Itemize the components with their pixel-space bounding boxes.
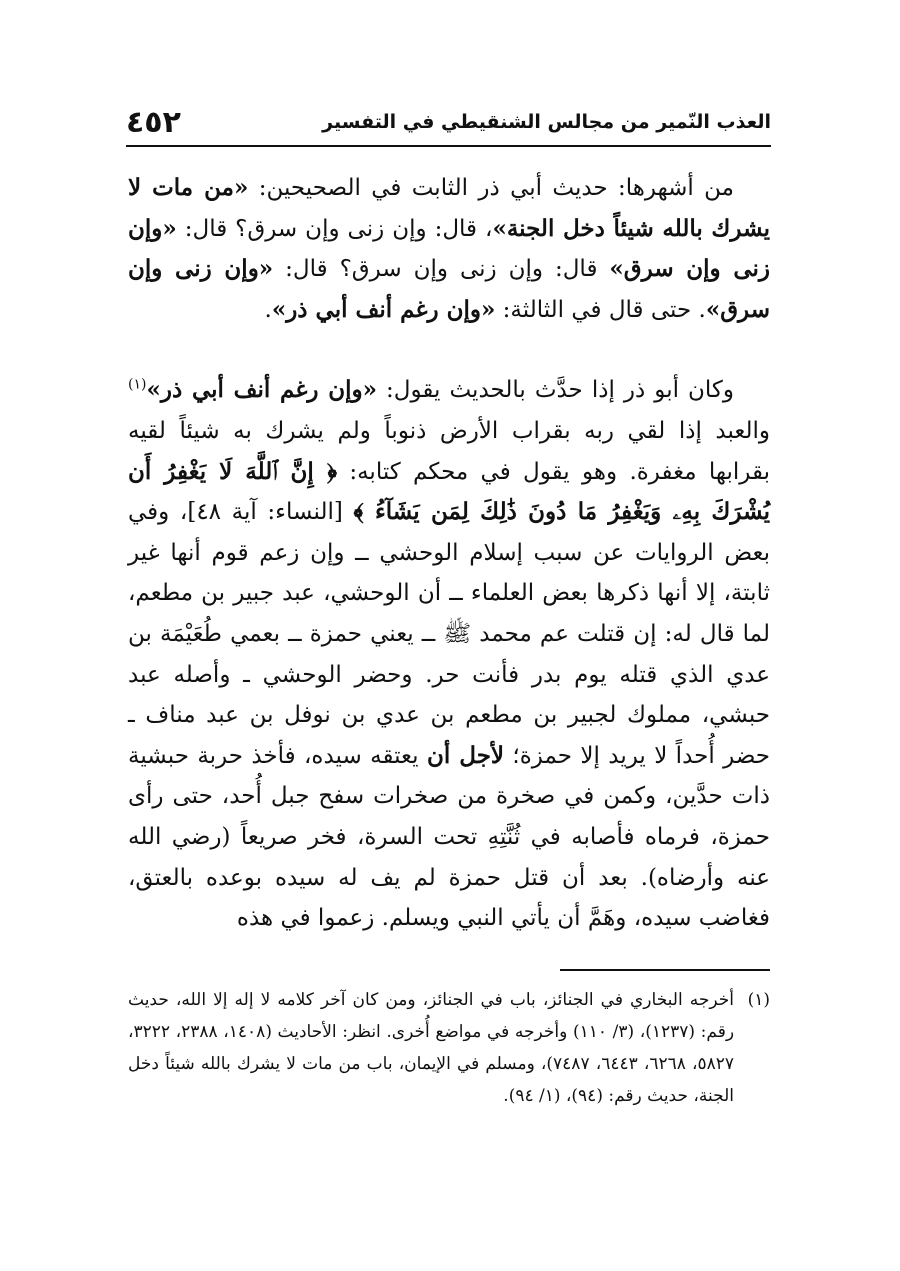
footnote-number: (١) (747, 990, 770, 1010)
text-run: والعبد إذا لقي ربه بقراب الأرض ذنوباً ولم يشرك به شيئاً لقيه بقرابها مغفرة. وهو يقول في محكم كتابه: (128, 417, 771, 485)
footnote-separator (560, 969, 770, 971)
hadith-quote: «وإن رغم أنف أبي ذر» (146, 376, 377, 404)
text-run: [النساء: آية ٤٨]، وفي بعض الروايات عن سبب إسلام الوحشي ــ وإن زعم قوم أنها غير ثابتة، إلا أنها ذكرها بعض العلماء ــ أن الوحشي، عبد جبير بن مطعم، لما قال له: إن قتلت عم محمد ﷺ ــ يعني حمزة ــ بعمي طُعَيْمَة بن عدي الذي قتله يوم بدر فأنت حر. وحضر الوحشي ـ وأصله عبد حبشي، مملوك لجبير بن مطعم بن عدي بن نوفل بن عبد مناف ـ حضر أُحداً لا يريد إلا حمزة؛ (128, 499, 770, 769)
text-run: وكان أبو ذر إذا حدَّث بالحديث يقول: (376, 377, 734, 404)
text-run: . حتى قال في الثالثة: (495, 296, 706, 323)
text-run: يعتقه سيده، فأخذ حربة حبشية ذات حدَّين، وكمن في صخرة من صخرات سفح جبل أُحد، حتى رأى حمزة، فرماه فأصابه في ثُنَّتِهِ تحت السرة، فخر صريعاً (رضي الله عنه وأرضاه). بعد أن قتل حمزة لم يف له سيده بوعده بالعتق، فغاضب سيده، وهَمَّ أن يأتي النبي ويسلم. زعموا في هذه (128, 742, 770, 932)
emphasis-text: لأجل أن (426, 741, 505, 769)
text-run: من أشهرها: حديث أبي ذر الثابت في الصحيحين: (248, 175, 734, 201)
text-run: قال: وإن زنى وإن سرق؟ قال: (273, 256, 610, 283)
header-rule (126, 145, 771, 147)
main-text (128, 168, 770, 939)
footnote-reference[interactable]: (١) (128, 376, 147, 393)
text-run: ، قال: وإن زنى وإن سرق؟ قال: (176, 215, 493, 242)
paragraph-1 (128, 168, 770, 330)
running-title: العذب النّمير من مجالس الشنقيطي في التفسير (322, 111, 771, 133)
text-run: . (264, 296, 272, 323)
hadith-quote: «وإن زنى وإن سرق» (128, 214, 771, 283)
hadith-quote: «وإن زنى وإن سرق» (128, 255, 770, 323)
footnote-1 (128, 984, 770, 1112)
footnote-text: أخرجه البخاري في الجنائز، باب في الجنائز، ومن كان آخر كلامه لا إله إلا الله، حديث رقم: (١٢٣٧)، (٣/ ١١٠) وأخرجه في مواضع أُخرى. انظر: الأحاديث (١٤٠٨، ٢٣٨٨، ٣٢٢٢، ٥٨٢٧، ٦٢٦٨، ٦٤٤٣، ٧٤٨٧)، ومسلم في الإيمان، باب من مات لا يشرك بالله شيئاً دخل الجنة، حديث رقم: (٩٤)، (١/ ٩٤). (128, 990, 735, 1106)
hadith-quote: «من مات لا يشرك بالله شيئاً دخل الجنة» (128, 174, 770, 242)
quran-verse: ﴿ إِنَّ ٱللَّهَ لَا يَغْفِرُ أَن يُشْرَكَ بِهِۦ وَيَغْفِرُ مَا دُونَ ذَٰلِكَ لِمَن يَشَآءُ ﴾ (128, 457, 770, 526)
hadith-quote: «وإن رغم أنف أبي ذر» (271, 295, 496, 323)
page-header (126, 100, 771, 144)
paragraph-2 (128, 370, 770, 938)
page-number: ٤٥٢ (126, 104, 181, 140)
footnotes (128, 984, 770, 1112)
